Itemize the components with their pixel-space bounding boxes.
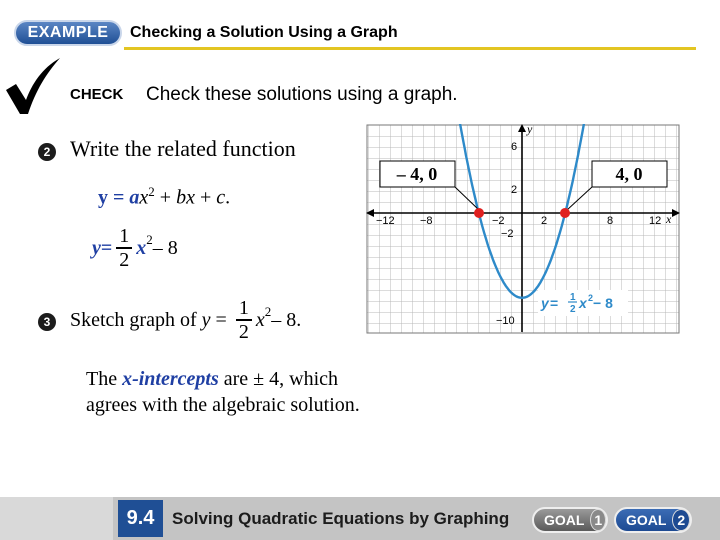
conclusion-line1-end: , which (279, 368, 339, 390)
goal-2-label: GOAL (626, 512, 667, 528)
goal-1-label: GOAL (544, 512, 585, 528)
general-plus-1: + (154, 186, 177, 209)
conclusion-line-1 (86, 366, 360, 392)
specific-frac-den: 2 (119, 249, 130, 271)
general-exp: 2 (148, 184, 155, 199)
specific-exp: 2 (146, 232, 153, 247)
general-c: c (216, 186, 226, 209)
y-tick-label: −2 (501, 228, 514, 240)
graph-eq-exp: 2 (588, 293, 594, 303)
graph-eq-x: x (579, 295, 587, 311)
x-tick-label: −2 (492, 215, 505, 227)
step-2-badge: 2 (38, 143, 56, 161)
step-3-fraction (236, 298, 252, 342)
left-intercept-label: – 4, 0 (396, 164, 438, 184)
step-3-exp: 2 (264, 304, 272, 319)
check-label: CHECK (70, 86, 124, 103)
goal-1-button[interactable] (532, 507, 608, 533)
graph-eq-den: 2 (570, 304, 576, 315)
check-icon (2, 56, 64, 116)
graph-eq-eq: = (550, 295, 559, 311)
conclusion-prefix: The (86, 368, 123, 390)
specific-frac-num: 1 (116, 226, 132, 249)
step-3-eq: = (210, 308, 232, 331)
right-intercept-label: 4, 0 (615, 164, 643, 184)
step-3-text (70, 298, 301, 342)
y-tick-label: −10 (496, 315, 515, 327)
specific-function-equation (92, 226, 178, 270)
step-3-rest: – 8. (271, 308, 302, 331)
conclusion-term: x-intercepts (122, 368, 219, 390)
general-x: x (139, 186, 149, 209)
specific-eq: = (100, 236, 113, 259)
step-3-y: y (201, 308, 211, 331)
x-axis-label: x (666, 212, 672, 226)
header-divider (124, 47, 696, 50)
page-title: Checking a Solution Using a Graph (130, 24, 398, 41)
conclusion-line-2: agrees with the algebraic solution. (86, 394, 360, 416)
plus-minus-symbol: ± (253, 368, 265, 390)
specific-fraction (116, 226, 132, 270)
check-subtitle: Check these solutions using a graph. (146, 84, 458, 105)
left-intercept-point (474, 208, 484, 218)
step-3-badge: 3 (38, 313, 56, 331)
x-tick-label: 2 (541, 215, 548, 227)
specific-rest: – 8 (152, 236, 178, 259)
specific-y: y (92, 236, 101, 259)
y-tick-label: 2 (511, 184, 518, 196)
step-3-frac-den: 2 (238, 321, 249, 343)
x-tick-label: −12 (376, 215, 395, 227)
graph-eq-rest: − 8 (593, 295, 613, 311)
general-form-equation (98, 184, 230, 210)
general-y: y = (98, 186, 130, 209)
conclusion-mid: are (218, 368, 254, 390)
general-plus-2: + (194, 186, 217, 209)
general-x2: x (186, 186, 195, 209)
step-3-frac-num: 1 (236, 298, 252, 321)
x-tick-label: 8 (607, 215, 614, 227)
goal-2-number: 2 (672, 509, 690, 531)
graph-eq-num: 1 (570, 292, 576, 303)
general-a: a (129, 186, 140, 209)
specific-x: x (136, 236, 147, 259)
y-axis-label: y (527, 124, 533, 136)
step-3-x: x (255, 308, 265, 331)
conclusion-text (86, 366, 360, 418)
footer-title: Solving Quadratic Equations by Graphing (172, 509, 510, 528)
step-2-text: Write the related function (70, 136, 296, 161)
graph-eq-y: y (541, 295, 549, 311)
right-intercept-point (560, 208, 570, 218)
x-tick-label: −8 (420, 215, 433, 227)
parabola-graph (366, 124, 680, 334)
section-number: 9.4 (118, 500, 163, 537)
example-label: EXAMPLE (14, 20, 122, 46)
general-b: b (176, 186, 187, 209)
step-3-prefix: Sketch graph of (70, 308, 202, 331)
goal-2-button[interactable] (614, 507, 692, 533)
x-tick-label: 12 (649, 215, 662, 227)
goal-1-number: 1 (590, 509, 606, 531)
general-period: . (225, 186, 231, 209)
conclusion-value: 4 (264, 368, 280, 390)
graph-grid (367, 125, 679, 333)
y-tick-label: 6 (511, 141, 518, 153)
